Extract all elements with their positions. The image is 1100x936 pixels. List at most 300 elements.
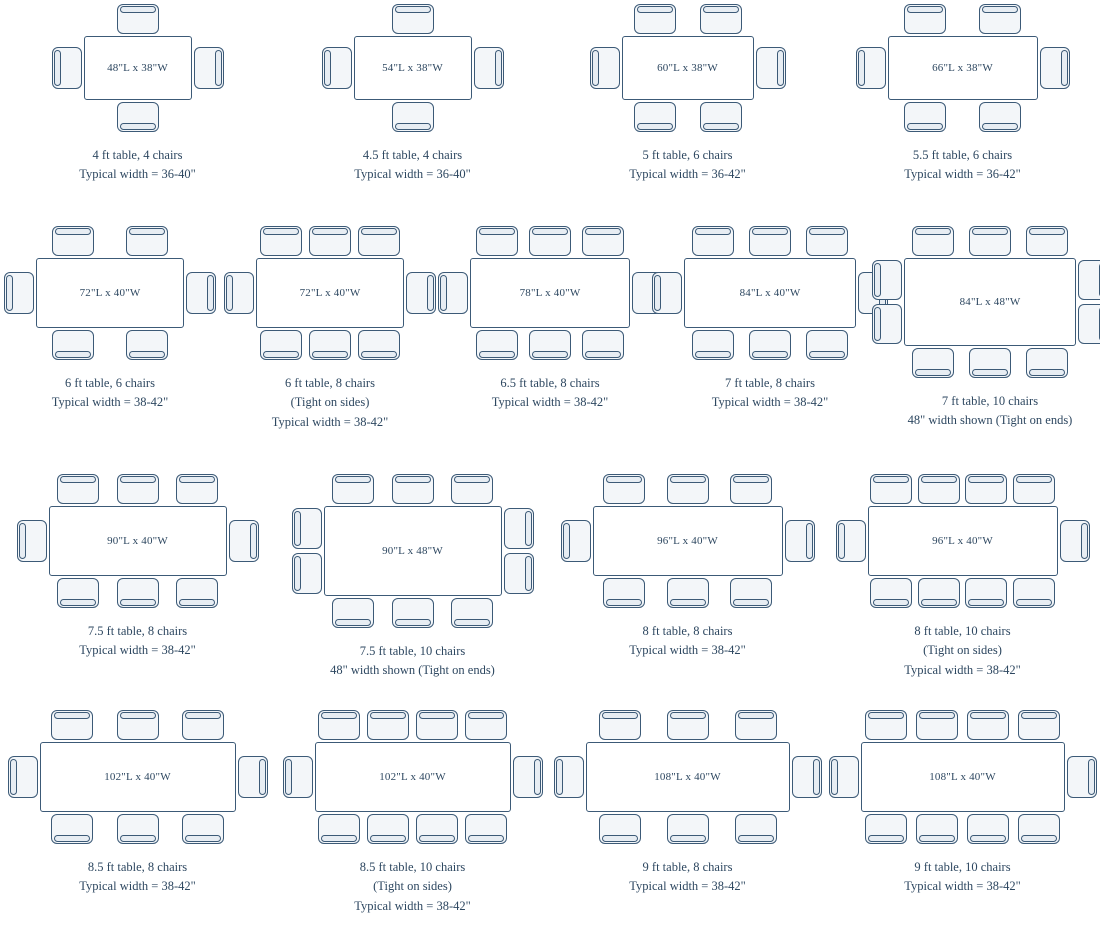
chair-back <box>733 599 769 606</box>
chair <box>176 578 218 608</box>
chair <box>392 4 434 34</box>
chair <box>792 756 822 798</box>
chair-back <box>479 351 515 358</box>
chair-back <box>120 476 156 483</box>
table-diagram <box>557 470 819 612</box>
table-caption <box>354 146 470 185</box>
tabletop <box>49 506 227 576</box>
chair-seat <box>1078 304 1100 344</box>
chair-back <box>120 712 156 719</box>
chair-back <box>440 275 447 311</box>
chair <box>438 272 468 314</box>
chair <box>126 226 168 256</box>
chair-back <box>361 351 397 358</box>
caption-primary: 5 ft table, 6 chairs <box>642 148 733 162</box>
chair-back <box>54 712 90 719</box>
chair-back <box>602 712 638 719</box>
chair-back <box>1088 759 1095 795</box>
caption-note: Typical width = 38-42" <box>904 662 1021 677</box>
table-caption <box>79 858 195 897</box>
chair <box>979 102 1021 132</box>
table-dimension-label: 84"L x 48"W <box>959 296 1021 308</box>
tabletop <box>324 506 502 596</box>
chair <box>692 226 734 256</box>
chair <box>318 814 360 844</box>
table-dimension-label: 96"L x 40"W <box>932 535 993 547</box>
chair-back <box>972 228 1008 235</box>
tabletop <box>684 258 856 328</box>
table-diagram <box>586 0 790 136</box>
chair <box>51 710 93 740</box>
chair <box>561 520 591 562</box>
chair-back <box>592 50 599 86</box>
chair <box>476 330 518 360</box>
chair-back <box>1021 835 1057 842</box>
table-diagram <box>852 0 1074 136</box>
chair-back <box>285 759 292 795</box>
chair <box>57 474 99 504</box>
table-diagram <box>318 0 508 136</box>
chair <box>260 226 302 256</box>
chair-back <box>919 712 955 719</box>
caption-note: Typical width = 38-42" <box>79 643 196 658</box>
table-diagram <box>868 222 1100 382</box>
table-caption <box>712 374 828 413</box>
table-caption <box>904 622 1020 680</box>
diagram-row <box>0 0 1100 185</box>
chair <box>318 710 360 740</box>
chair-back <box>395 619 431 626</box>
chair <box>392 102 434 132</box>
table-dimension-label: 48"L x 38"W <box>107 62 168 74</box>
chair <box>52 330 94 360</box>
chair-back <box>968 476 1004 483</box>
table-caption <box>354 858 470 916</box>
table-dimension-label: 60"L x 38"W <box>657 62 718 74</box>
chair-back <box>19 523 26 559</box>
chair <box>474 47 504 89</box>
chair <box>182 814 224 844</box>
chair-back <box>915 369 951 376</box>
chair-back <box>1061 50 1068 86</box>
chair-back <box>838 523 845 559</box>
chair <box>392 598 434 628</box>
table-size-card <box>550 470 825 681</box>
chair-back <box>637 123 673 130</box>
table-caption <box>629 858 745 897</box>
chair-back <box>733 476 769 483</box>
table-caption <box>52 374 168 413</box>
chair <box>918 474 960 504</box>
chair <box>806 226 848 256</box>
caption-note: 48" width shown (Tight on ends) <box>907 413 1073 428</box>
table-size-card <box>0 470 275 681</box>
chair-back <box>54 50 61 86</box>
chair-back <box>637 6 673 13</box>
chair <box>700 4 742 34</box>
chair <box>979 4 1021 34</box>
chair-back <box>54 835 90 842</box>
chair <box>406 272 436 314</box>
chair <box>176 474 218 504</box>
chair <box>912 226 954 256</box>
table-diagram <box>279 706 547 848</box>
chair-back <box>335 619 371 626</box>
chair-back <box>120 835 156 842</box>
chair <box>392 474 434 504</box>
chair <box>1026 348 1068 378</box>
chair-back <box>970 712 1006 719</box>
chair-back <box>120 599 156 606</box>
chair <box>465 710 507 740</box>
chair <box>856 47 886 89</box>
caption-primary: 5.5 ft table, 6 chairs <box>912 148 1013 162</box>
chair-back <box>312 228 348 235</box>
chair-back <box>263 351 299 358</box>
tabletop <box>470 258 630 328</box>
chair-back <box>294 556 301 591</box>
table-size-card <box>825 0 1100 185</box>
caption-note: Typical width = 38-42" <box>904 879 1021 894</box>
chair-back <box>806 523 813 559</box>
tabletop <box>888 36 1038 100</box>
chair-back <box>1081 523 1088 559</box>
chair <box>870 474 912 504</box>
chair-back <box>813 759 820 795</box>
chair <box>730 474 772 504</box>
table-dimension-label: 78"L x 40"W <box>519 287 581 299</box>
chair <box>700 102 742 132</box>
chair-back <box>738 712 774 719</box>
chair <box>367 814 409 844</box>
caption-primary: 4.5 ft table, 4 chairs <box>362 148 463 162</box>
chair <box>513 756 543 798</box>
table-size-card <box>220 222 440 432</box>
caption-primary: 6.5 ft table, 8 chairs <box>500 376 600 390</box>
chair-back <box>809 351 845 358</box>
table-diagram <box>825 706 1100 848</box>
chair <box>667 814 709 844</box>
chair <box>904 102 946 132</box>
chair <box>451 474 493 504</box>
chair <box>603 474 645 504</box>
chair <box>1078 260 1100 300</box>
caption-note: 48" width shown (Tight on ends) <box>330 663 495 678</box>
table-size-card <box>0 706 275 916</box>
tabletop <box>354 36 472 100</box>
chair <box>634 102 676 132</box>
chair-back <box>809 228 845 235</box>
tabletop <box>622 36 754 100</box>
caption-primary: 9 ft table, 10 chairs <box>914 860 1011 874</box>
chair <box>749 226 791 256</box>
chair-back <box>921 476 957 483</box>
chair-back <box>6 275 13 311</box>
chair-back <box>179 599 215 606</box>
table-dimension-label: 108"L x 40"W <box>654 771 721 783</box>
chair-back <box>1016 476 1052 483</box>
chair-back <box>468 712 504 719</box>
tabletop <box>315 742 511 812</box>
chair <box>292 508 322 549</box>
chair-back <box>468 835 504 842</box>
chair <box>1013 578 1055 608</box>
table-caption <box>330 642 495 681</box>
table-diagram <box>832 470 1094 612</box>
chair-back <box>525 556 532 591</box>
chair <box>667 710 709 740</box>
diagram-row <box>0 222 1100 432</box>
caption-note: (Tight on sides) <box>290 395 370 410</box>
chair-back <box>534 759 541 795</box>
table-dimension-label: 90"L x 40"W <box>107 535 168 547</box>
table-caption <box>272 374 388 432</box>
chair <box>904 4 946 34</box>
chair <box>634 4 676 34</box>
chair-back <box>858 50 865 86</box>
chair <box>224 272 254 314</box>
caption-note: Typical width = 38-42" <box>271 414 389 429</box>
table-size-card <box>550 0 825 185</box>
chair-back <box>873 599 909 606</box>
chair-back <box>752 351 788 358</box>
table-diagram <box>0 222 220 364</box>
chair <box>865 814 907 844</box>
chair <box>416 814 458 844</box>
chair <box>1013 474 1055 504</box>
caption-primary: 7 ft table, 8 chairs <box>725 376 815 390</box>
table-diagram <box>434 222 666 364</box>
table-dimension-label: 96"L x 40"W <box>657 535 718 547</box>
table-dimension-label: 66"L x 38"W <box>932 62 993 74</box>
tabletop <box>593 506 783 576</box>
table-caption <box>492 374 608 413</box>
caption-primary: 9 ft table, 8 chairs <box>642 860 733 874</box>
chair-back <box>1029 228 1065 235</box>
chair <box>52 47 82 89</box>
tabletop <box>586 742 790 812</box>
chair <box>582 330 624 360</box>
chair-back <box>185 712 221 719</box>
chair <box>4 272 34 314</box>
chair-back <box>120 6 156 13</box>
chair <box>652 272 682 314</box>
chair <box>912 348 954 378</box>
chair-seat <box>1078 260 1100 300</box>
chair <box>735 814 777 844</box>
caption-note: Typical width = 38-42" <box>354 898 471 913</box>
tabletop <box>861 742 1065 812</box>
table-diagram <box>288 470 538 632</box>
chair-back <box>970 835 1006 842</box>
caption-primary: 4 ft table, 4 chairs <box>92 148 183 162</box>
table-caption <box>904 146 1020 185</box>
chair <box>872 260 902 300</box>
table-size-card <box>825 706 1100 916</box>
chair-back <box>179 476 215 483</box>
chair <box>730 578 772 608</box>
chair <box>692 330 734 360</box>
chair <box>358 330 400 360</box>
chair <box>1067 756 1097 798</box>
table-size-card <box>660 222 880 432</box>
chair-back <box>982 6 1018 13</box>
chair-back <box>427 275 434 311</box>
chair <box>1018 710 1060 740</box>
table-dimension-label: 108"L x 40"W <box>929 771 996 783</box>
chair-back <box>370 712 406 719</box>
chair <box>529 330 571 360</box>
chair <box>965 474 1007 504</box>
chair-back <box>972 369 1008 376</box>
chair-back <box>563 523 570 559</box>
chair-back <box>752 228 788 235</box>
chair <box>322 47 352 89</box>
caption-primary: 8 ft table, 8 chairs <box>642 624 733 638</box>
table-size-card <box>275 470 550 681</box>
chair <box>332 598 374 628</box>
chair-back <box>868 712 904 719</box>
chair-back <box>874 307 881 341</box>
chair <box>785 520 815 562</box>
chair <box>476 226 518 256</box>
chair-back <box>479 228 515 235</box>
chair-back <box>670 712 706 719</box>
chair-back <box>606 476 642 483</box>
diagram-row <box>0 706 1100 916</box>
chair-back <box>532 228 568 235</box>
table-size-card <box>825 470 1100 681</box>
chair <box>967 710 1009 740</box>
chair-back <box>695 228 731 235</box>
caption-note: Typical width = 38-42" <box>629 643 746 658</box>
chair <box>529 226 571 256</box>
table-size-card <box>0 222 220 432</box>
chair-back <box>1016 599 1052 606</box>
chair <box>292 553 322 594</box>
caption-primary: 8.5 ft table, 8 chairs <box>87 860 188 874</box>
caption-note: Typical width = 38-42" <box>711 395 829 410</box>
chair <box>916 814 958 844</box>
chair <box>599 710 641 740</box>
chair-back <box>55 228 91 235</box>
chair <box>969 348 1011 378</box>
table-caption <box>79 146 195 185</box>
chair <box>57 578 99 608</box>
chair <box>969 226 1011 256</box>
chair-back <box>60 476 96 483</box>
chair-back <box>777 50 784 86</box>
chair <box>126 330 168 360</box>
chair <box>667 578 709 608</box>
table-caption <box>79 622 195 661</box>
diagram-row <box>0 470 1100 681</box>
chair-back <box>602 835 638 842</box>
table-caption <box>904 858 1020 897</box>
caption-note: Typical width = 36-40" <box>354 167 471 182</box>
tabletop <box>84 36 192 100</box>
chair <box>667 474 709 504</box>
chair-back <box>585 351 621 358</box>
chair <box>238 756 268 798</box>
table-size-card <box>440 222 660 432</box>
chair-back <box>1021 712 1057 719</box>
chair-back <box>361 228 397 235</box>
table-size-card <box>275 706 550 916</box>
chair-back <box>370 835 406 842</box>
chair-back <box>670 599 706 606</box>
caption-note: Typical width = 38-42" <box>51 395 169 410</box>
table-caption <box>629 622 745 661</box>
chair-back <box>738 835 774 842</box>
chair-back <box>670 835 706 842</box>
chair <box>554 756 584 798</box>
caption-note: Typical width = 38-42" <box>491 395 609 410</box>
table-dimension-label: 84"L x 40"W <box>739 287 801 299</box>
chair-back <box>395 123 431 130</box>
chair-back <box>968 599 1004 606</box>
table-diagram <box>48 0 228 136</box>
table-diagram <box>13 470 263 612</box>
caption-note: Typical width = 38-42" <box>79 879 196 894</box>
chair <box>117 474 159 504</box>
tabletop <box>40 742 236 812</box>
chair-back <box>324 50 331 86</box>
chair-back <box>831 759 838 795</box>
chair <box>17 520 47 562</box>
chair-back <box>454 476 490 483</box>
chair-back <box>532 351 568 358</box>
chair-back <box>1029 369 1065 376</box>
chair-back <box>335 476 371 483</box>
chair-back <box>907 123 943 130</box>
chair <box>1060 520 1090 562</box>
chair <box>309 330 351 360</box>
caption-note: (Tight on sides) <box>373 879 452 894</box>
table-diagram <box>648 222 892 364</box>
chair <box>117 578 159 608</box>
tabletop <box>868 506 1058 576</box>
chair-back <box>907 6 943 13</box>
chair <box>117 102 159 132</box>
chair-back <box>321 835 357 842</box>
chair-back <box>207 275 214 311</box>
chair <box>504 553 534 594</box>
tabletop <box>36 258 184 328</box>
caption-note: Typical width = 36-42" <box>629 167 746 182</box>
caption-primary: 6 ft table, 6 chairs <box>65 376 155 390</box>
chair-back <box>703 123 739 130</box>
chair-back <box>670 476 706 483</box>
chair <box>1018 814 1060 844</box>
chair-back <box>55 351 91 358</box>
chair-back <box>294 511 301 546</box>
chair-back <box>874 263 881 297</box>
chair <box>51 814 93 844</box>
chair-back <box>60 599 96 606</box>
chair-back <box>215 50 222 86</box>
chair <box>358 226 400 256</box>
table-caption <box>629 146 745 185</box>
chair-back <box>525 511 532 546</box>
caption-note: Typical width = 38-42" <box>629 879 746 894</box>
chair-back <box>919 835 955 842</box>
table-diagram <box>550 706 826 848</box>
table-dimension-label: 90"L x 48"W <box>382 545 443 557</box>
chair-back <box>585 228 621 235</box>
chair-back <box>654 275 661 311</box>
chair <box>260 330 302 360</box>
